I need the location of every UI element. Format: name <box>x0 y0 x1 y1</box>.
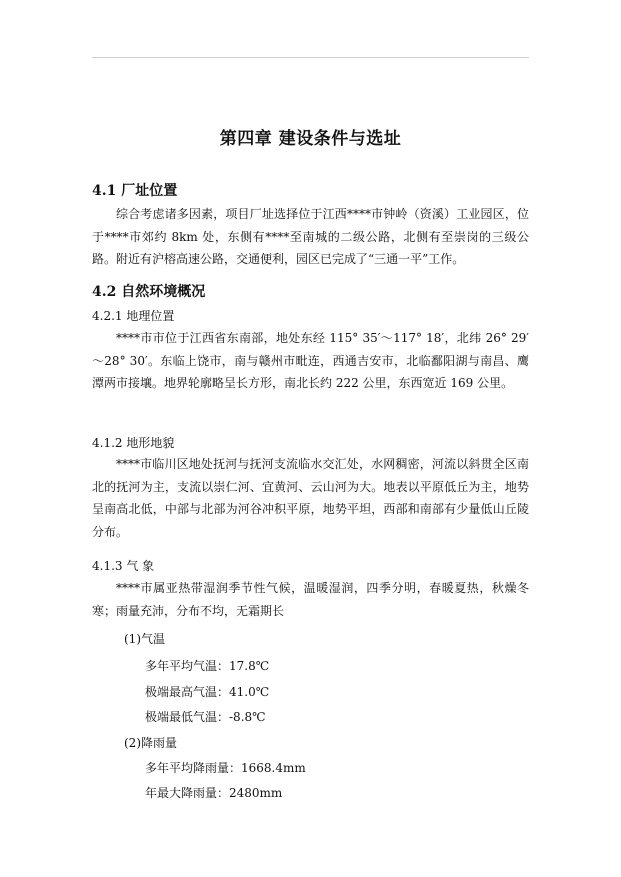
rainfall-item: 多年平均降雨量：1668.4mm <box>145 761 306 775</box>
rainfall-label: (2)降雨量 <box>124 736 177 750</box>
section-4-1-2-heading: 4.1.2 地形地貌 <box>92 436 175 450</box>
temperature-item: 极端最低气温：-8.8℃ <box>145 710 266 724</box>
section-4-2-heading: 4.2 自然环境概况 <box>92 284 206 300</box>
chapter-title: 第四章 建设条件与选址 <box>219 129 402 149</box>
temperature-item: 极端最高气温：41.0℃ <box>145 685 270 699</box>
section-4-1-2-body: ****市临川区地处抚河与抚河支流临水交汇处，水网稠密，河流以斜贯全区南北的抚河为主，支流以崇仁河、宜黄河、云山河为大。地表以平原低丘为主，地势呈南高北低，中部与北部为河谷冲积平原，地势平坦，西部和南部有少量低山丘陵分布。 <box>92 457 529 539</box>
section-4-1-heading: 4.1 厂址位置 <box>92 183 178 199</box>
rainfall-item: 年最大降雨量：2480mm <box>145 786 283 800</box>
temperature-item: 多年平均气温：17.8℃ <box>145 659 270 673</box>
section-4-2-1-heading: 4.2.1 地理位置 <box>92 309 175 323</box>
section-4-1-3-body: ****市属亚热带湿润季节性气候，温暖湿润，四季分明，春暖夏热，秋燥冬寒；雨量充沛，分布不均，无霜期长 <box>92 581 529 618</box>
section-4-2-1-body: ****市市位于江西省东南部，地处东经 115° 35′～117° 18′，北纬 26° 29′～28° 30′。东临上饶市，南与赣州市毗连，西通吉安市，北临鄱阳湖与南昌、鹰潭两市接壤。地界轮廓略呈长方形，南北长约 222 公里，东西宽近 169 公里。 <box>92 331 529 390</box>
header-rule <box>92 57 529 58</box>
section-4-1-3-heading: 4.1.3 气 象 <box>92 559 155 573</box>
temperature-label: (1)气温 <box>124 632 165 646</box>
section-4-1-body: 综合考虑诸多因素，项目厂址选择位于江西****市钟岭（资溪）工业园区，位于****市郊约 8km 处，东侧有****至南城的二级公路，北侧有至崇岗的三级公路。附近有沪榕高速公路，交通便利，园区已完成了“三通一平”工作。 <box>92 207 529 266</box>
